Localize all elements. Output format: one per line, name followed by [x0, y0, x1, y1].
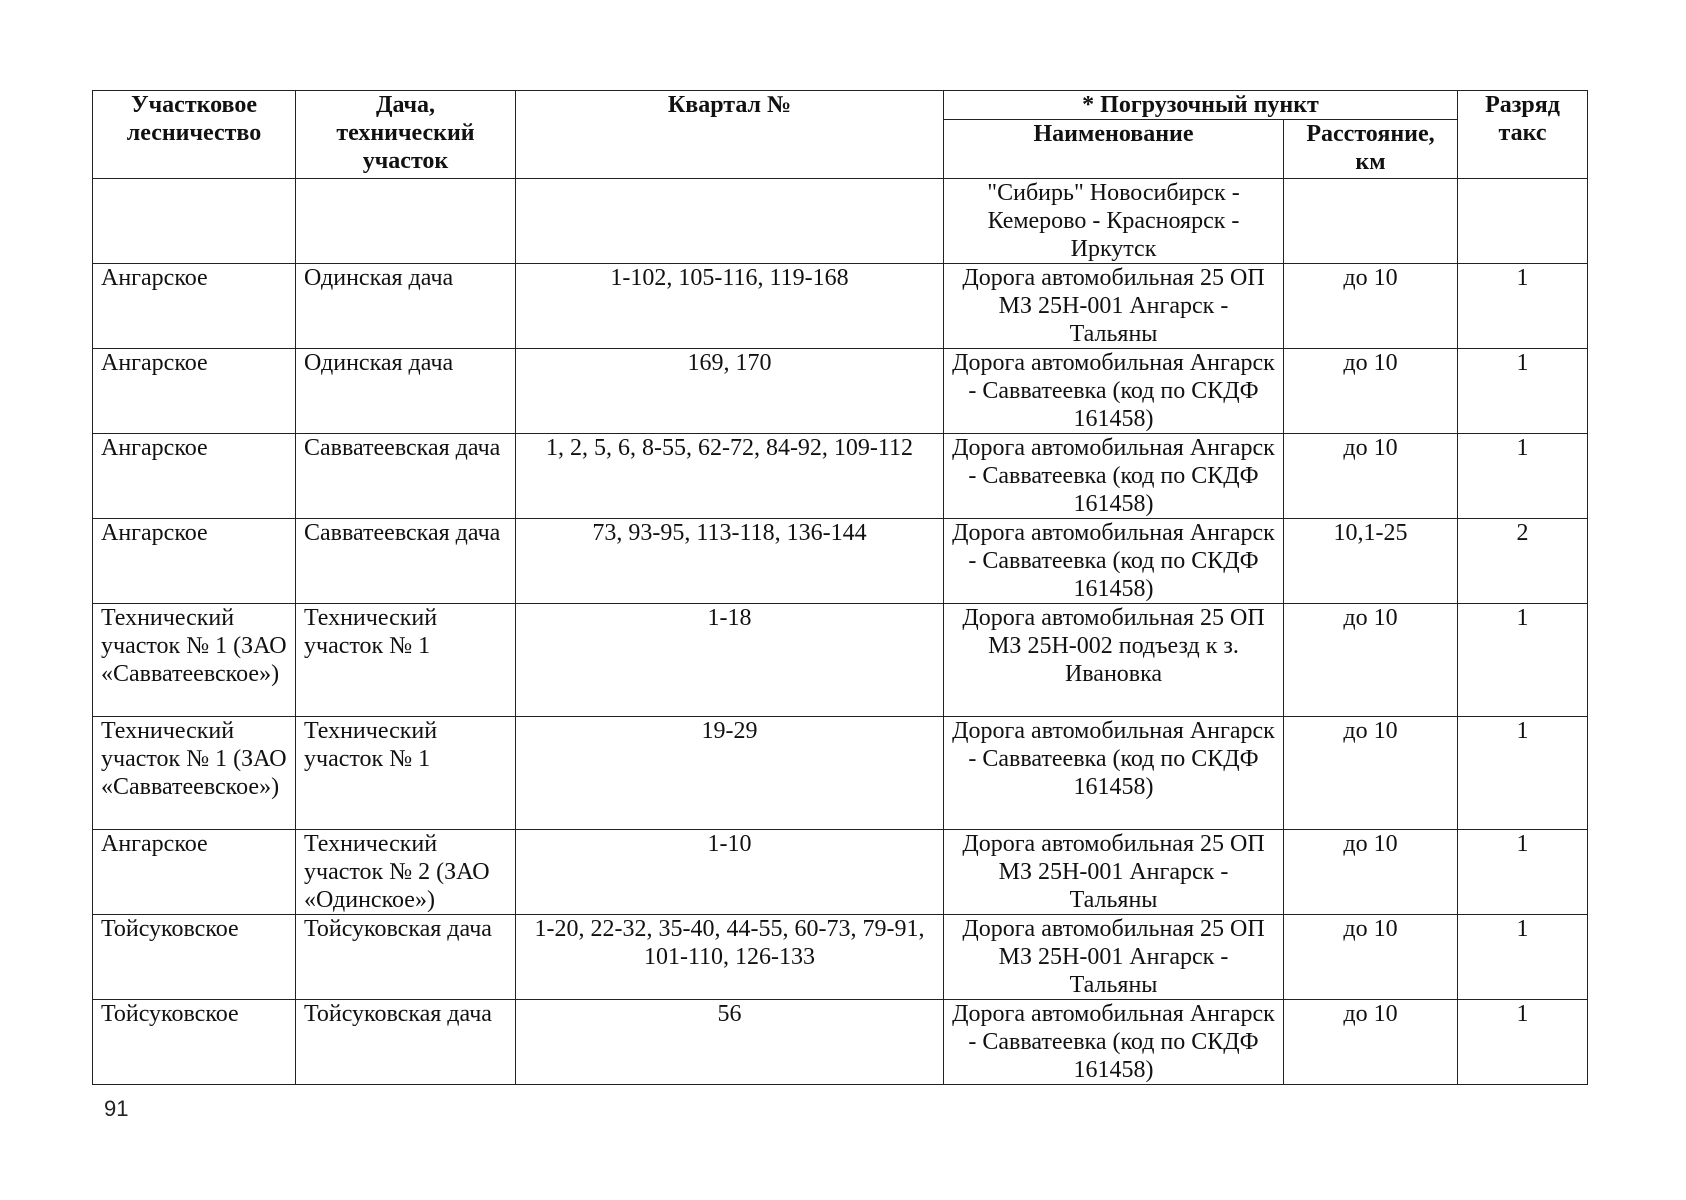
- cell-name: "Сибирь" Новосибирск - Кемерово - Красноярск - Иркутск: [944, 179, 1284, 264]
- cell-kvartal: 169, 170: [516, 349, 944, 434]
- cell-rank: 1: [1458, 349, 1588, 434]
- header-row: [93, 91, 1588, 120]
- cell-distance: до 10: [1284, 264, 1458, 349]
- cell-distance: до 10: [1284, 349, 1458, 434]
- cell-forestry: Тойсуковское: [93, 915, 296, 1000]
- cell-rank: 2: [1458, 519, 1588, 604]
- cell-rank: 1: [1458, 1000, 1588, 1085]
- cell-dacha: Технический участок № 1: [296, 717, 516, 830]
- table-row: [93, 179, 1588, 264]
- table-row: [93, 604, 1588, 717]
- cell-distance: до 10: [1284, 434, 1458, 519]
- table-row: [93, 915, 1588, 1000]
- header-name: Наименование: [944, 120, 1284, 179]
- cell-forestry: Ангарское: [93, 349, 296, 434]
- cell-kvartal: 56: [516, 1000, 944, 1085]
- cell-name: Дорога автомобильная 25 ОП МЗ 25Н-002 подъезд к з. Ивановка: [944, 604, 1284, 717]
- cell-distance: до 10: [1284, 915, 1458, 1000]
- cell-kvartal: [516, 179, 944, 264]
- cell-kvartal: 1, 2, 5, 6, 8-55, 62-72, 84-92, 109-112: [516, 434, 944, 519]
- header-dacha: Дача, технический участок: [296, 91, 516, 179]
- cell-forestry: Тойсуковское: [93, 1000, 296, 1085]
- cell-distance: до 10: [1284, 1000, 1458, 1085]
- cell-distance: до 10: [1284, 604, 1458, 717]
- cell-forestry: [93, 179, 296, 264]
- cell-name: Дорога автомобильная 25 ОП МЗ 25Н-001 Ангарск - Тальяны: [944, 264, 1284, 349]
- cell-rank: 1: [1458, 604, 1588, 717]
- cell-dacha: Тойсуковская дача: [296, 1000, 516, 1085]
- cell-kvartal: 1-10: [516, 830, 944, 915]
- cell-dacha: Технический участок № 1: [296, 604, 516, 717]
- cell-distance: 10,1-25: [1284, 519, 1458, 604]
- header-distance: Расстояние, км: [1284, 120, 1458, 179]
- cell-kvartal: 1-18: [516, 604, 944, 717]
- cell-name: Дорога автомобильная Ангарск - Савватеевка (код по СКДФ 161458): [944, 349, 1284, 434]
- cell-dacha: Тойсуковская дача: [296, 915, 516, 1000]
- cell-rank: [1458, 179, 1588, 264]
- header-forestry: Участковое лесничество: [93, 91, 296, 179]
- cell-distance: [1284, 179, 1458, 264]
- cell-name: Дорога автомобильная 25 ОП МЗ 25Н-001 Ангарск - Тальяны: [944, 915, 1284, 1000]
- cell-forestry: Ангарское: [93, 519, 296, 604]
- cell-distance: до 10: [1284, 830, 1458, 915]
- cell-kvartal: 1-20, 22-32, 35-40, 44-55, 60-73, 79-91, 101-110, 126-133: [516, 915, 944, 1000]
- header-loading-point: * Погрузочный пункт: [944, 91, 1458, 120]
- cell-forestry: Ангарское: [93, 264, 296, 349]
- header-rank: Разряд такс: [1458, 91, 1588, 179]
- cell-forestry: Технический участок № 1 (ЗАО «Савватеевское»): [93, 604, 296, 717]
- cell-name: Дорога автомобильная Ангарск - Савватеевка (код по СКДФ 161458): [944, 1000, 1284, 1085]
- cell-forestry: Технический участок № 1 (ЗАО «Савватеевское»): [93, 717, 296, 830]
- cell-rank: 1: [1458, 264, 1588, 349]
- header-kvartal: Квартал №: [516, 91, 944, 179]
- table-row: [93, 264, 1588, 349]
- table-row: [93, 717, 1588, 830]
- cell-kvartal: 1-102, 105-116, 119-168: [516, 264, 944, 349]
- cell-dacha: Савватеевская дача: [296, 434, 516, 519]
- cell-forestry: Ангарское: [93, 830, 296, 915]
- loading-points-table: [92, 90, 1588, 1085]
- table-row: [93, 830, 1588, 915]
- cell-kvartal: 73, 93-95, 113-118, 136-144: [516, 519, 944, 604]
- cell-kvartal: 19-29: [516, 717, 944, 830]
- page-number: 91: [104, 1096, 129, 1121]
- cell-distance: до 10: [1284, 717, 1458, 830]
- cell-dacha: Одинская дача: [296, 264, 516, 349]
- cell-rank: 1: [1458, 434, 1588, 519]
- table-row: [93, 519, 1588, 604]
- table-row: [93, 349, 1588, 434]
- cell-dacha: Савватеевская дача: [296, 519, 516, 604]
- cell-dacha: [296, 179, 516, 264]
- cell-forestry: Ангарское: [93, 434, 296, 519]
- table-row: [93, 434, 1588, 519]
- cell-rank: 1: [1458, 915, 1588, 1000]
- cell-rank: 1: [1458, 717, 1588, 830]
- cell-name: Дорога автомобильная Ангарск - Савватеевка (код по СКДФ 161458): [944, 519, 1284, 604]
- cell-name: Дорога автомобильная 25 ОП МЗ 25Н-001 Ангарск - Тальяны: [944, 830, 1284, 915]
- cell-dacha: Технический участок № 2 (ЗАО «Одинское»): [296, 830, 516, 915]
- cell-name: Дорога автомобильная Ангарск - Савватеевка (код по СКДФ 161458): [944, 717, 1284, 830]
- cell-name: Дорога автомобильная Ангарск - Савватеевка (код по СКДФ 161458): [944, 434, 1284, 519]
- table-row: [93, 1000, 1588, 1085]
- cell-dacha: Одинская дача: [296, 349, 516, 434]
- cell-rank: 1: [1458, 830, 1588, 915]
